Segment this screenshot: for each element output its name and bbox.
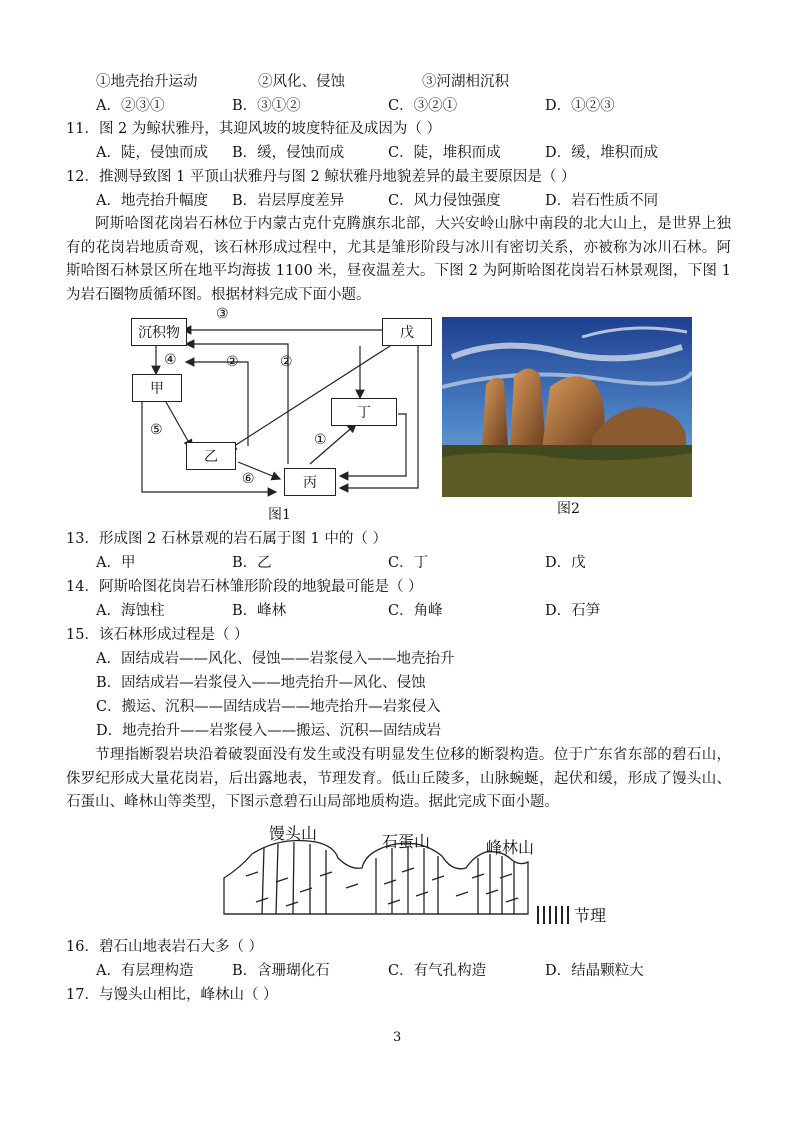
q13-option-a[interactable]: A．甲: [96, 555, 136, 571]
q11-option-b[interactable]: B．缓，侵蚀而成: [232, 145, 345, 161]
q14-option-b[interactable]: B．峰林: [232, 603, 287, 619]
q12-option-b[interactable]: B．岩层厚度差异: [232, 193, 345, 209]
label-shidan-hill: 石蛋山: [382, 832, 431, 851]
label-fenglin-hill: 峰林山: [486, 838, 535, 857]
rock-cycle-diagram: [128, 306, 428, 524]
node-wu: 戊: [382, 318, 432, 346]
q13-stem: 13．形成图 2 石林景观的岩石属于图 1 中的（ ）: [66, 531, 387, 547]
node-yi: 乙: [186, 442, 236, 470]
q13-option-b[interactable]: B．乙: [232, 555, 272, 571]
q12-option-c[interactable]: C．风力侵蚀强度: [388, 193, 501, 209]
q15-option-b[interactable]: B．固结成岩—岩浆侵入——地壳抬升—风化、侵蚀: [96, 675, 426, 691]
figure1-caption: 图1: [268, 507, 291, 523]
q16-stem: 16．碧石山地表岩石大多（ ）: [66, 939, 264, 955]
q16-option-a[interactable]: A．有层理构造: [96, 963, 194, 979]
passage-bishishan: 节理指断裂岩块沿着破裂面没有发生或没有明显发生位移的断裂构造。位于广东省东部的碧石山，侏罗纪形成大量花岗岩，后出露地表，节理发育。低山丘陵多，山脉蜿蜒，起伏和缓，形成了馒头山、石蛋山、峰林山等类型，下图示意碧石山局部地质构造。据此完成下面小题。: [66, 747, 731, 810]
process-item-2: ②风化、侵蚀: [258, 74, 345, 90]
q15-option-d[interactable]: D．地壳抬升——岩浆侵入——搬运、沉积—固结成岩: [96, 723, 442, 739]
q16-option-d[interactable]: D．结晶颗粒大: [545, 963, 644, 979]
q14-option-a[interactable]: A．海蚀柱: [96, 603, 165, 619]
process-item-3: ③河湖相沉积: [422, 74, 509, 90]
node-bing: 丙: [284, 468, 336, 496]
node-jia: 甲: [132, 374, 182, 402]
q11-option-d[interactable]: D．缓，堆积而成: [545, 145, 659, 161]
arrow-label-5: ⑤: [150, 422, 163, 438]
q17-stem: 17．与馒头山相比，峰林山（ ）: [66, 987, 278, 1003]
q15-option-a[interactable]: A．固结成岩——风化、侵蚀——岩浆侵入——地壳抬升: [96, 651, 455, 667]
q10-option-a[interactable]: A．②③①: [96, 98, 165, 114]
q13-option-d[interactable]: D．戊: [545, 555, 586, 571]
figure2-caption: 图2: [557, 501, 580, 517]
arrow-label-6: ⑥: [242, 471, 255, 487]
page-number: 3: [393, 1030, 402, 1045]
q10-option-c[interactable]: C．③②①: [388, 98, 458, 114]
q11-option-a[interactable]: A．陡，侵蚀而成: [96, 145, 208, 161]
q16-option-c[interactable]: C．有气孔构造: [388, 963, 487, 979]
q13-option-c[interactable]: C．丁: [388, 555, 429, 571]
q12-option-a[interactable]: A．地壳抬升幅度: [96, 193, 208, 209]
node-ding: 丁: [331, 398, 397, 426]
q15-option-c[interactable]: C．搬运、沉积——固结成岩——地壳抬升—岩浆侵入: [96, 699, 441, 715]
q11-option-c[interactable]: C．陡，堆积而成: [388, 145, 501, 161]
arrow-label-2b: ②: [280, 354, 293, 370]
arrow-label-4: ④: [164, 352, 177, 368]
q12-stem: 12．推测导致图 1 平顶山状雅丹与图 2 鲸状雅丹地貌差异的最主要原因是（ ）: [66, 169, 576, 185]
process-item-1: ①地壳抬升运动: [96, 74, 198, 90]
passage-stone-forest: 阿斯哈图花岗岩石林位于内蒙古克什克腾旗东北部，大兴安岭山脉中南段的北大山上，是世界上独有的花岗岩地质奇观，该石林形成过程中，尤其是雏形阶段与冰川有密切关系，亦被称为冰川石林。阿斯哈图石林景区所在地平均海拔 1100 米，昼夜温差大。下图 2 为阿斯哈图花岗岩石林景观图，下图 1 为岩石圈物质循环图。根据材料完成下面小题。: [66, 216, 731, 303]
q10-option-b[interactable]: B．③①②: [232, 98, 301, 114]
legend-joint: 节理: [574, 906, 607, 925]
q14-stem: 14．阿斯哈图花岗岩石林雏形阶段的地貌最可能是（ ）: [66, 579, 423, 595]
q14-option-d[interactable]: D．石笋: [545, 603, 601, 619]
arrow-label-3: ③: [216, 306, 229, 322]
q11-stem: 11．图 2 为鲸状雅丹，其迎风坡的坡度特征及成因为（ ）: [66, 121, 442, 137]
joint-landform-diagram: [216, 818, 636, 930]
arrow-label-2a: ②: [226, 354, 239, 370]
stone-forest-photo: [442, 317, 692, 497]
q14-option-c[interactable]: C．角峰: [388, 603, 443, 619]
q10-option-d[interactable]: D．①②③: [545, 98, 615, 114]
label-mantou-hill: 馒头山: [269, 824, 318, 843]
q12-option-d[interactable]: D．岩石性质不同: [545, 193, 659, 209]
node-sediment: 沉积物: [131, 318, 187, 346]
arrow-label-1: ①: [314, 432, 327, 448]
q16-option-b[interactable]: B．含珊瑚化石: [232, 963, 330, 979]
q15-stem: 15．该石林形成过程是（ ）: [66, 627, 249, 643]
